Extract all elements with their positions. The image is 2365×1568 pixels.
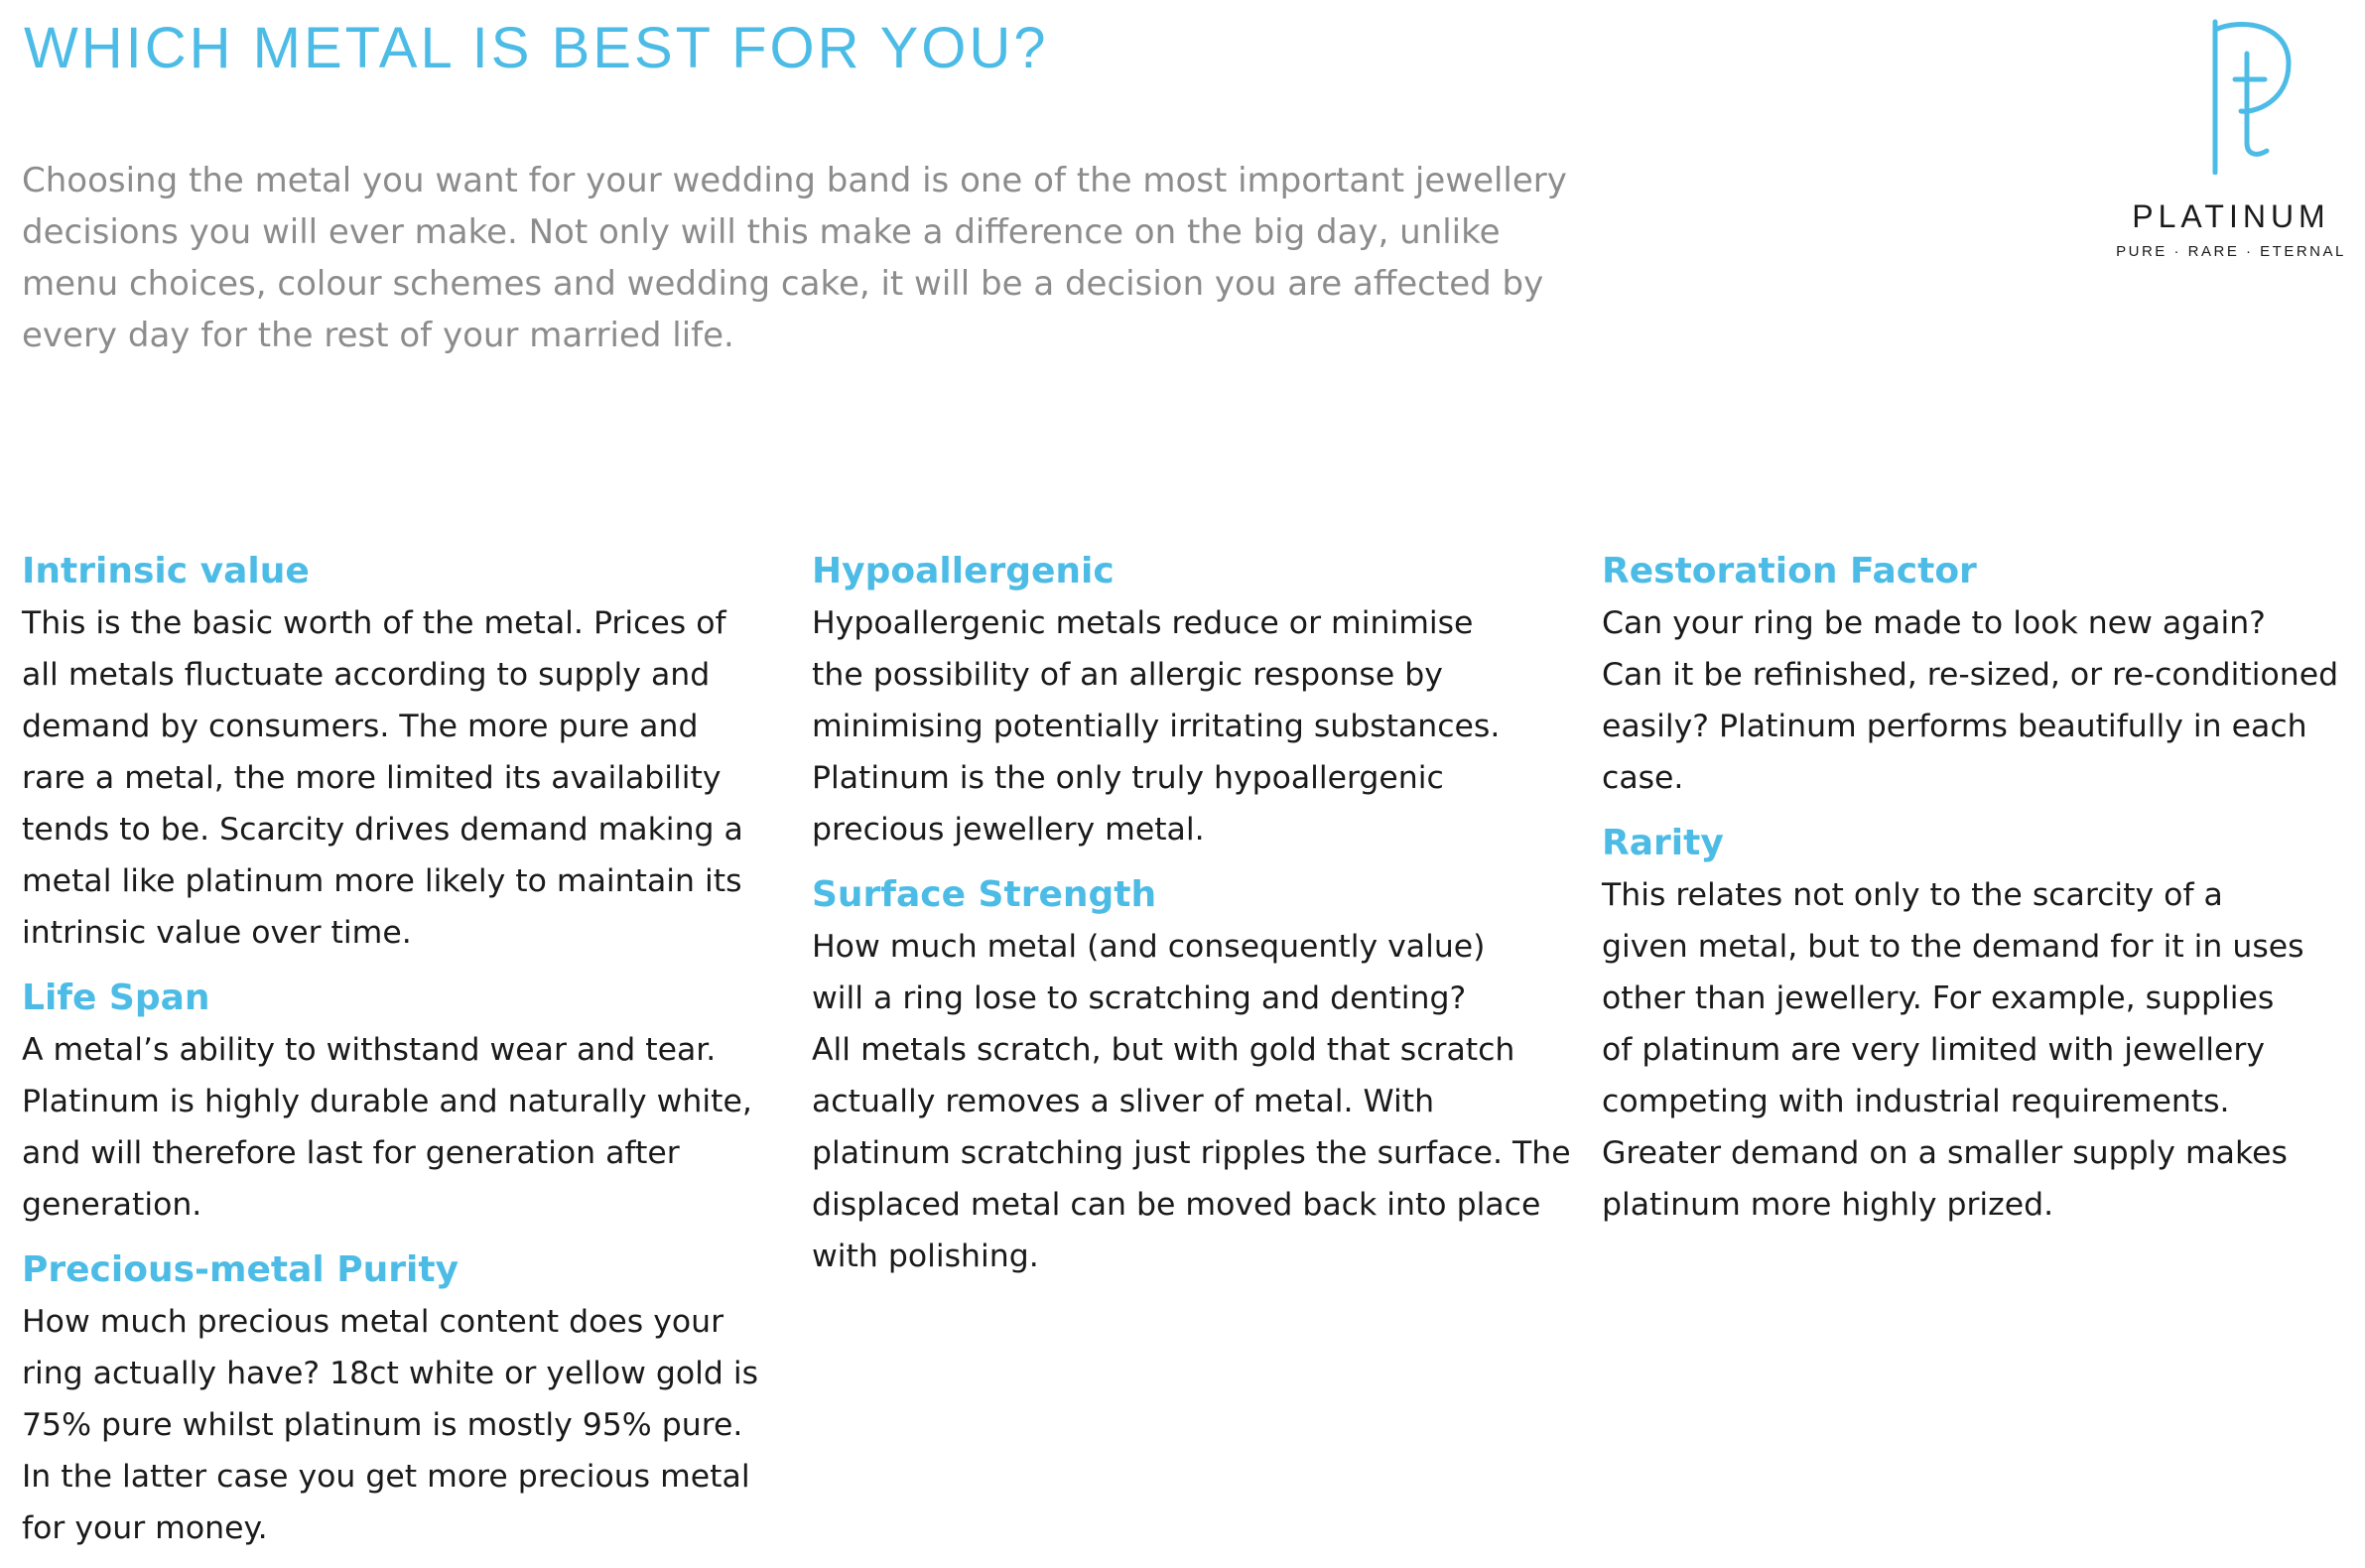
section-body: This relates not only to the scarcity of a given metal, but to the demand for it in uses other than jewellery. For example, supplies of platinum are very limited with jewellery competing with industrial requirements. Greater demand on a smaller supply makes platinum more highly prized.: [1602, 877, 2304, 1223]
section-heading: Rarity: [1602, 823, 1724, 863]
section-rarity: [1602, 818, 2365, 1231]
section-heading: Intrinsic value: [22, 551, 310, 591]
section-body: A metal’s ability to withstand wear and tear. Platinum is highly durable and naturally white, and will therefore last for generation after generation.: [22, 1032, 752, 1223]
section-surface-strength: [812, 869, 1586, 1282]
section-intrinsic-value: [22, 546, 796, 959]
section-precious-metal-purity: [22, 1244, 796, 1554]
column-left: [22, 546, 796, 1568]
column-right: [1602, 546, 2365, 1244]
column-middle: [812, 546, 1586, 1296]
section-life-span: [22, 973, 796, 1231]
section-heading: Hypoallergenic: [812, 551, 1115, 591]
section-body: How much metal (and consequently value) will a ring lose to scratching and denting? All metals scratch, but with gold that scratch actually removes a sliver of metal. With platinum scratching just ripples the surface. The displaced metal can be moved back into place with polishing.: [812, 929, 1571, 1274]
section-heading: Life Span: [22, 978, 210, 1018]
section-heading: Surface Strength: [812, 874, 1157, 915]
section-body: This is the basic worth of the metal. Prices of all metals fluctuate according to supply and demand by consumers. The more pure and rare a metal, the more limited its availability tends to be. Scarcity drives demand making a metal like platinum more likely to maintain its intrinsic value over time.: [22, 605, 743, 951]
section-body: How much precious metal content does your ring actually have? 18ct white or yellow gold is 75% pure whilst platinum is mostly 95% pure. In the latter case you get more precious metal for your money.: [22, 1304, 759, 1546]
section-restoration-factor: [1602, 546, 2365, 804]
section-heading: Restoration Factor: [1602, 551, 1977, 591]
logo-wordmark: PLATINUM: [2132, 198, 2330, 234]
section-body: Hypoallergenic metals reduce or minimise the possibility of an allergic response by minimising potentially irritating substances. Platinum is the only truly hypoallergenic precious jewellery metal.: [812, 605, 1501, 848]
section-heading: Precious-metal Purity: [22, 1249, 460, 1290]
pt-symbol-icon: [2201, 16, 2300, 175]
intro-paragraph: Choosing the metal you want for your wedding band is one of the most important jewellery decisions you will ever make. Not only will this make a difference on the big day, unlike menu choices, colour schemes and wedding cake, it will be a decision you are affected by every day for the rest of your married life.: [22, 161, 1567, 355]
page-title: WHICH METAL IS BEST FOR YOU?: [24, 16, 1049, 80]
section-body: Can your ring be made to look new again? Can it be refinished, re-sized, or re-conditioned easily? Platinum performs beautifully in each case.: [1602, 605, 2339, 796]
logo-tagline: PURE · RARE · ETERNAL: [2116, 243, 2346, 260]
platinum-logo: [2112, 16, 2350, 264]
section-hypoallergenic: [812, 546, 1586, 855]
